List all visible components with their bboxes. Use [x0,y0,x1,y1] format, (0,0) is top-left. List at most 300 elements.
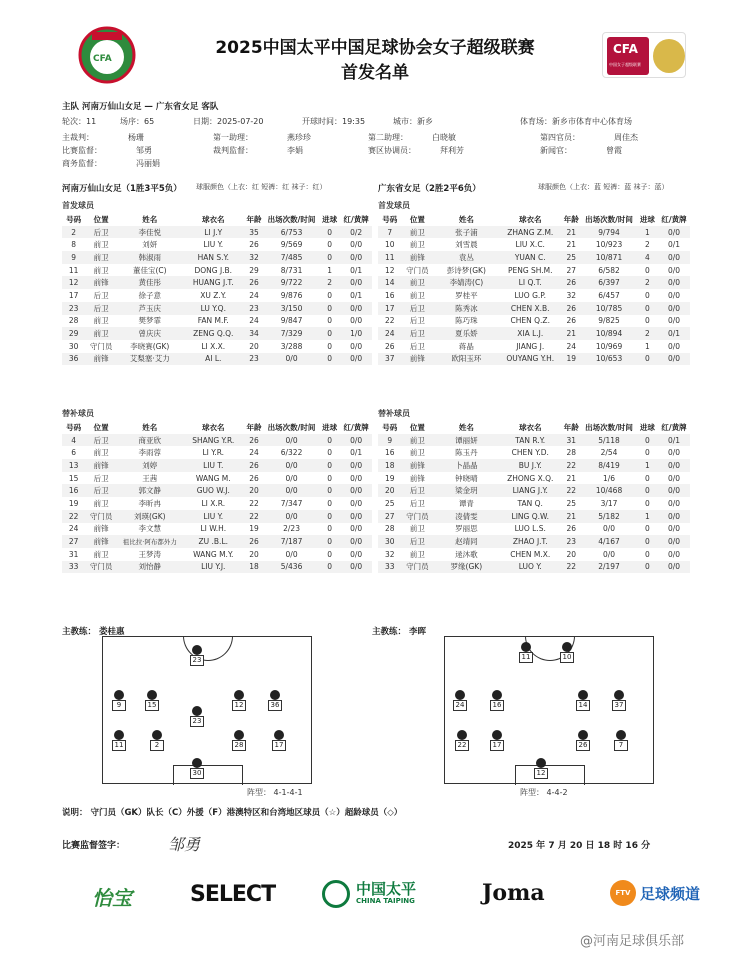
table-cell: LIU Y. [203,240,224,250]
table-row [378,251,690,264]
table-cell: 0 [319,302,340,315]
column-header: 年龄 [246,422,262,432]
table-cell: 10/785 [581,302,636,315]
official-2 [368,132,456,143]
table-cell: 守门员 [89,341,113,351]
table-cell: LI X.X. [201,341,226,351]
table-cell: 25 [566,498,576,508]
table-cell: 5/182 [581,510,636,523]
home-team-name: 河南万仙山女足（1胜3平5负） [62,184,182,194]
table-cell: 0/1 [667,240,681,250]
table-row [378,327,690,340]
table-header-row [378,213,690,226]
table-cell: 王茜 [142,473,158,483]
table-cell: 22 [561,561,581,574]
table-cell: 李佳悦 [117,226,183,239]
table-row [62,226,372,239]
table-cell: 20 [249,341,259,351]
table-cell: 1 [327,265,333,275]
table-cell: 10/923 [595,240,623,250]
table-cell: BU J.Y. [499,459,561,472]
table-cell: 26 [561,276,581,289]
table-cell: 20 [249,549,259,559]
table-cell: 谭丽妍 [433,434,499,447]
official-label: 主裁判： [62,133,94,142]
table-cell: 罗缘(GK) [433,561,499,574]
player-head-icon [578,730,588,740]
player-head-icon [614,690,624,700]
official-name: 曾霞 [606,146,622,155]
table-row [378,459,690,472]
player-head-icon [455,690,465,700]
table-row [378,276,690,289]
table-cell: 刘瑛(GK) [117,510,183,523]
table-cell: 10/653 [581,353,636,366]
table-cell: 6 [71,448,77,458]
table-cell: 0/0 [264,510,319,523]
table-cell: 李晓赛(GK) [130,341,170,351]
table-cell: 0 [327,549,333,559]
table-cell: 29 [62,327,85,340]
table-cell: 20 [244,484,264,497]
table-cell: 0/0 [264,434,319,447]
league-logo-sub: 中国女子超级联赛 [609,62,641,67]
table-cell: 10 [384,240,395,250]
table-cell: 11 [378,251,401,264]
table-cell: 前锋 [409,473,425,483]
table-cell: 0/0 [340,353,372,366]
table-cell: 0 [644,290,650,300]
table-cell: 8 [71,240,77,250]
table-cell: 26 [244,535,264,548]
watermark: @河南足球俱乐部 [580,934,685,949]
table-cell: 25 [384,498,395,508]
table-cell: 赵靖同 [433,535,499,548]
table-row [378,472,690,485]
official-8 [62,158,160,169]
table-cell: 10/969 [595,341,623,351]
column-header: 红/黄牌 [661,214,687,224]
sponsor-joma: Joma [482,880,545,906]
table-cell: 0/0 [658,251,690,264]
table-cell: 后卫 [401,327,433,340]
trophy-icon [653,39,685,73]
table-row [62,327,372,340]
table-cell: 25 [561,251,581,264]
table-cell: 19 [68,498,79,508]
table-cell: 2/197 [581,561,636,574]
player-head-icon [147,690,157,700]
table-cell: 14 [378,276,401,289]
table-cell: 35 [244,226,264,239]
table-row [378,434,690,447]
table-cell: 1/6 [602,473,616,483]
column-header: 号码 [66,214,82,224]
sponsor-taiping-en: CHINA TAIPING [356,897,415,905]
table-cell: ZHONG X.Q. [507,473,554,483]
table-cell: 0/0 [285,473,298,483]
table-cell: 2/54 [600,448,618,458]
table-cell: 守门员 [401,561,433,574]
column-header: 号码 [382,214,398,224]
table-cell: 0/0 [340,276,372,289]
table-cell: LIU X.C. [515,240,545,250]
table-cell: 0/0 [658,561,690,574]
table-cell: LI X.R. [201,498,226,508]
column-header: 号码 [382,422,398,432]
away-subs-label: 替补球员 [378,409,410,418]
table-cell: 26 [566,524,576,534]
player-number-badge: 2 [150,740,164,751]
column-header: 号码 [66,422,82,432]
table-cell: 2 [319,276,340,289]
table-cell: 刘怡静 [117,561,183,574]
table-cell: 0 [327,290,333,300]
table-cell: 刘婷 [117,459,183,472]
player-number-badge: 17 [490,740,504,751]
official-label: 新闻官： [540,146,572,155]
player-head-icon [492,730,502,740]
table-cell: 0 [637,561,658,574]
table-cell: 0 [327,498,333,508]
table-cell: 8/419 [581,459,636,472]
table-cell: 6/582 [598,265,620,275]
table-row [62,523,372,536]
table-cell: 0/0 [340,302,372,315]
table-cell: 0 [319,226,340,239]
table-cell: TAN Q. [517,498,543,508]
table-cell: 董佳宝(C) [133,265,167,275]
table-row [378,497,690,510]
official-label: 第一助理： [213,133,253,142]
player-number-badge: 36 [268,700,282,711]
table-cell: 26 [244,459,264,472]
table-cell: GUO W.J. [183,484,244,497]
official-label: 比赛监督： [62,146,102,155]
table-cell: 0/0 [667,341,681,351]
signature: 邹勇 [168,835,201,854]
table-cell: 9/825 [598,316,620,326]
table-cell: 0 [327,341,333,351]
table-cell: 22 [244,510,264,523]
home-starters-label: 首发球员 [62,201,94,210]
official-name: 李娟 [287,146,303,155]
home-away-line: 主队 河南万仙山女足 — 广东省女足 客队 [62,102,219,112]
table-cell: TAN R.Y. [499,434,561,447]
table-cell: 8/731 [280,265,303,275]
table-cell: 1 [644,341,650,351]
table-cell: 9/847 [280,316,303,326]
table-cell: 前卫 [409,448,425,458]
table-row [62,561,372,574]
table-cell: 20 [566,549,576,559]
table-cell: CHEN M.X. [510,549,551,559]
table-header-row [62,421,372,434]
table-cell: 后卫 [409,316,425,326]
table-cell: 郭文静 [117,484,183,497]
table-cell: 前卫 [93,316,109,326]
table-cell: 24 [249,316,259,326]
table-row [62,238,372,251]
column-header: 年龄 [246,214,262,224]
table-cell: 后卫 [85,434,117,447]
table-row [62,276,372,289]
table-cell: 36 [62,353,85,366]
table-cell: 曾庆庆 [117,327,183,340]
table-cell: 0/0 [340,561,372,574]
table-cell: 26 [244,276,264,289]
table-cell: 0/0 [667,316,681,326]
player-number-badge: 22 [455,740,469,751]
cfa-crest [78,26,136,84]
table-cell: 0 [637,535,658,548]
table-cell: 前锋 [401,459,433,472]
table-cell: 樊梦霏 [138,316,162,326]
table-cell: 1 [637,510,658,523]
table-cell: 0/0 [667,524,681,534]
table-cell: 前锋 [85,353,117,366]
table-cell: 后卫 [85,484,117,497]
table-cell: 0 [327,473,333,483]
ftv-logo-icon [610,880,636,906]
player-number-badge: 28 [232,740,246,751]
table-cell: 9 [378,434,401,447]
legend-note: 说明： 守门员（GK）队长（C）外援（F）港澳特区和台湾地区球员（☆）超龄球员（◇） [62,808,403,818]
player-head-icon [234,690,244,700]
table-cell: 21 [561,226,581,239]
table-header-row [378,421,690,434]
column-header: 红/黄牌 [661,422,687,432]
table-cell: 4/167 [581,535,636,548]
table-cell: JIANG J. [516,341,545,351]
table-cell: 17 [378,302,401,315]
table-cell: 1 [637,226,658,239]
table-cell: 商亚欣 [117,434,183,447]
table-cell: 0/0 [264,353,319,366]
league-logo-cfa: CFA [613,42,638,56]
table-cell: 刘妍 [142,240,158,250]
table-cell: 前卫 [409,290,425,300]
table-cell: LIANG J.Y. [499,484,561,497]
table-cell: 陈巧珠 [455,316,478,326]
table-cell: 6/753 [264,226,319,239]
table-cell: 0 [327,448,333,458]
table-cell: 32 [384,549,395,559]
table-cell: 21 [566,240,576,250]
official-1 [213,132,311,143]
player-head-icon [492,690,502,700]
table-cell: 前卫 [85,251,117,264]
table-cell: CHEN Q.Z. [510,316,550,326]
table-row [62,315,372,328]
table-cell: 0 [644,448,650,458]
sponsor-select: SELECT [190,882,276,907]
table-cell: 罗桂平 [455,290,478,300]
stadium: 体育场：新乡市体育中心体育场 [520,117,632,126]
table-row [62,446,372,459]
table-cell: 后卫 [409,498,425,508]
table-cell: HUANG J.T. [183,276,244,289]
table-cell: 后卫 [401,484,433,497]
sign-time: 2025 年 7 月 20 日 18 时 16 分 [508,841,651,851]
player-number-badge: 14 [576,700,590,711]
table-cell: LI Q.T. [499,276,561,289]
player-head-icon [457,730,467,740]
official-name: 拜利芳 [440,146,464,155]
player-head-icon [578,690,588,700]
table-cell: 29 [249,265,259,275]
table-cell: 0 [327,316,333,326]
column-header: 位置 [93,214,109,224]
table-cell: 0/0 [264,484,319,497]
table-cell: 0 [644,316,650,326]
official-label: 赛区协调员： [368,146,416,155]
player-number-badge: 11 [112,740,126,751]
signature-label: 比赛监督签字： [62,841,126,851]
table-cell: 卜晶晶 [433,459,499,472]
table-cell: 7 [378,226,401,239]
table-cell: 19 [384,473,395,483]
away-team-name: 广东省女足（2胜2平6负） [378,184,481,194]
player-head-icon [274,730,284,740]
table-cell: 0/0 [658,226,690,239]
table-cell: 后卫 [85,302,117,315]
table-cell: LING Q.W. [499,510,561,523]
column-header: 年龄 [563,214,579,224]
table-cell: 7/187 [264,535,319,548]
table-cell: 2 [62,226,85,239]
player-number-badge: 9 [112,700,126,711]
table-cell: 守门员 [401,510,433,523]
table-row [62,251,372,264]
player-head-icon [562,642,572,652]
table-cell: 陈秀冰 [433,302,499,315]
table-cell: LIU T. [183,459,244,472]
table-row [62,497,372,510]
taiping-logo-icon [322,880,350,908]
table-row [62,459,372,472]
round: 轮次：11 [62,117,97,126]
table-cell: 欧阳玉环 [433,353,499,366]
table-cell: 32 [566,290,576,300]
table-cell: 后卫 [85,226,117,239]
table-cell: 0 [319,251,340,264]
official-name: 周佳杰 [614,133,638,142]
away-coach: 主教练： 李晖 [372,627,426,637]
table-row [378,535,690,548]
table-row [62,434,372,447]
column-header: 球衣名 [202,214,225,224]
table-cell: 0/0 [667,549,681,559]
league-logo [602,32,686,78]
table-cell: 0/0 [667,473,681,483]
table-cell: HAN S.Y. [183,251,244,264]
table-cell: 芦玉庆 [117,302,183,315]
table-cell: 祖比拉·阿布都外力 [117,535,183,548]
table-cell: 谭青 [458,498,474,508]
table-cell: 26 [561,302,581,315]
table-cell: 3/288 [280,341,303,351]
table-cell: 26 [249,240,259,250]
table-cell: 前卫 [401,434,433,447]
official-5 [213,145,303,156]
table-cell: 罗丽思 [455,524,478,534]
page-title: 2025中国太平中国足球协会女子超级联赛 [215,38,535,58]
ftv-label: FTV [615,889,631,897]
table-cell: 0 [319,535,340,548]
table-cell: 0 [327,240,333,250]
table-cell: 12 [384,265,395,275]
table-cell: 前卫 [93,448,109,458]
table-cell: YUAN C. [499,251,561,264]
match-date: 日期：2025-07-20 [193,117,264,126]
table-cell: 0/1 [350,448,363,458]
table-cell: ZENG Q.Q. [183,327,244,340]
table-cell: LIU Y.J. [183,561,244,574]
column-header: 年龄 [563,422,579,432]
sponsor-cbest: 怡宝 [92,886,132,910]
penalty-box [515,765,585,785]
player-number-badge: 30 [190,768,204,779]
table-cell: 0/0 [340,434,372,447]
column-header: 球衣名 [519,214,542,224]
table-cell: 李雨蓉 [138,448,162,458]
official-4 [62,145,152,156]
table-cell: 前卫 [409,549,425,559]
column-header: 进球 [639,422,655,432]
table-cell: 凌倩雯 [433,510,499,523]
table-cell: 0/1 [350,290,363,300]
table-cell: 28 [566,448,576,458]
table-cell: ZHANG Z.M. [499,226,561,239]
away-starters-table [378,213,690,365]
table-cell: CHEN X.B. [499,302,561,315]
table-cell: 23 [244,353,264,366]
table-cell: 王梦涛 [138,549,162,559]
table-cell: 后卫 [401,302,433,315]
table-cell: 0/0 [340,510,372,523]
table-cell: 20 [378,484,401,497]
table-cell: 23 [561,535,581,548]
table-cell: 逯沐歌 [455,549,478,559]
player-head-icon [192,706,202,716]
table-cell: 0/0 [350,473,363,483]
home-starters-table [62,213,372,365]
table-cell: 前锋 [85,535,117,548]
official-0 [62,132,144,143]
column-header: 球衣名 [519,422,542,432]
table-cell: 2 [637,327,658,340]
table-cell: 21 [566,473,576,483]
column-header: 出场次数/时间 [585,422,633,432]
player-head-icon [192,645,202,655]
column-header: 球衣名 [202,422,225,432]
table-cell: 11 [68,265,79,275]
official-3 [540,132,638,143]
table-cell: 22 [62,510,85,523]
column-header: 进球 [322,214,338,224]
player-number-badge: 10 [560,652,574,663]
table-cell: ZHAO J.T. [499,535,561,548]
table-cell: 24 [378,327,401,340]
player-number-badge: 15 [145,700,159,711]
table-row [62,535,372,548]
table-cell: 0 [637,434,658,447]
table-cell: 30 [378,535,401,548]
table-cell: 2 [637,276,658,289]
table-cell: 0/0 [350,240,363,250]
table-cell: 0/0 [350,549,363,559]
